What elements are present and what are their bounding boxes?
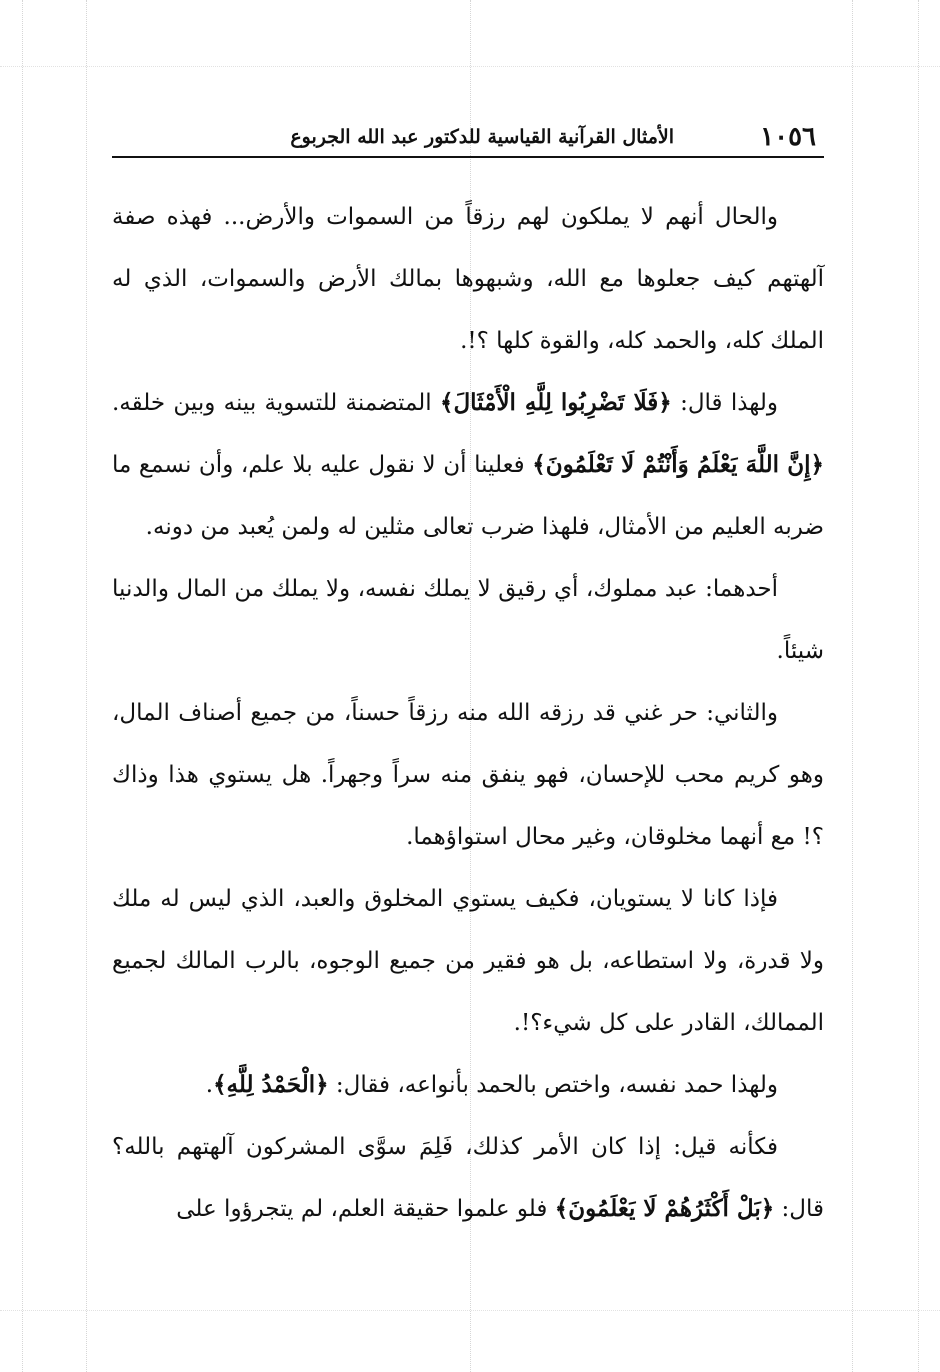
running-title: الأمثال القرآنية القياسية للدكتور عبد الله الجربوع: [290, 126, 674, 148]
paragraph-text: فكأنه قيل: إذا كان الأمر كذلك، فَلِمَ سوَّى المشركون آلهتهم بالله؟ قال:: [112, 1134, 824, 1222]
paragraph-text: فلو علموا حقيقة العلم، لم يتجرؤوا على: [176, 1196, 555, 1222]
paragraph-text: أحدهما: عبد مملوك، أي رقيق لا يملك نفسه، ولا يملك من المال والدنيا شيئاً.: [112, 576, 824, 664]
quran-verse: ﴿فَلَا تَضْرِبُوا لِلَّهِ الْأَمْثَالَ﴾: [439, 389, 672, 416]
paragraph-text: ولهذا حمد نفسه، واختص بالحمد بأنواعه، فقال:: [328, 1072, 778, 1098]
quran-verse: ﴿بَلْ أَكْثَرُهُمْ لَا يَعْلَمُونَ﴾: [554, 1195, 775, 1222]
paragraph: [112, 868, 824, 1054]
paragraph: [112, 372, 824, 558]
paragraph-text: والثاني: حر غني قد رزقه الله منه رزقاً حسناً، من جميع أصناف المال، وهو كريم محب للإحسان، فهو ينفق منه سراً وجهراً. هل يستوي هذا وذاك ؟! مع أنهما مخلوقان، وغير محال استواؤهما.: [112, 700, 824, 850]
margin-guide: [918, 0, 919, 1372]
paragraph-text: المتضمنة للتسوية بينه وبين خلقه.: [112, 390, 440, 416]
paragraph: [112, 558, 824, 682]
paragraph-text: .: [205, 1072, 214, 1098]
paragraph-text: فعلينا أن لا نقول عليه بلا علم، وأن نسمع ما ضربه العليم من الأمثال، فلهذا ضرب تعالى مثلين له ولمن يُعبد من دونه.: [112, 452, 824, 540]
page-number: ١٠٥٦: [760, 122, 816, 152]
paragraph-text: والحال أنهم لا يملكون لهم رزقاً من السموات والأرض... فهذه صفة آلهتهم كيف جعلوها مع الله، وشبهوها بمالك الأرض والسموات، الذي له الملك كله، والحمد كله، والقوة كلها ؟!.: [112, 204, 824, 354]
margin-guide: [22, 0, 23, 1372]
margin-guide: [852, 0, 853, 1372]
paragraph-text: فإذا كانا لا يستويان، فكيف يستوي المخلوق والعبد، الذي ليس له ملك ولا قدرة، ولا استطاعه، بل هو فقير من جميع الوجوه، بالرب المالك لجميع الممالك، القادر على كل شيء؟!.: [112, 886, 824, 1036]
paragraph-text: ولهذا قال:: [671, 390, 779, 416]
margin-guide: [0, 1310, 940, 1311]
header-divider: [112, 156, 824, 158]
quran-verse: ﴿الْحَمْدُ لِلَّهِ﴾: [213, 1071, 329, 1098]
margin-guide: [86, 0, 87, 1372]
paragraph: [112, 682, 824, 868]
paragraph: [112, 186, 824, 372]
body-text: [112, 186, 824, 1240]
quran-verse: ﴿إِنَّ اللَّهَ يَعْلَمُ وَأَنْتُمْ لَا تَعْلَمُونَ﴾: [532, 451, 824, 478]
margin-guide: [0, 66, 940, 67]
paragraph: [112, 1116, 824, 1240]
running-header: [112, 118, 824, 158]
paragraph: [112, 1054, 824, 1116]
